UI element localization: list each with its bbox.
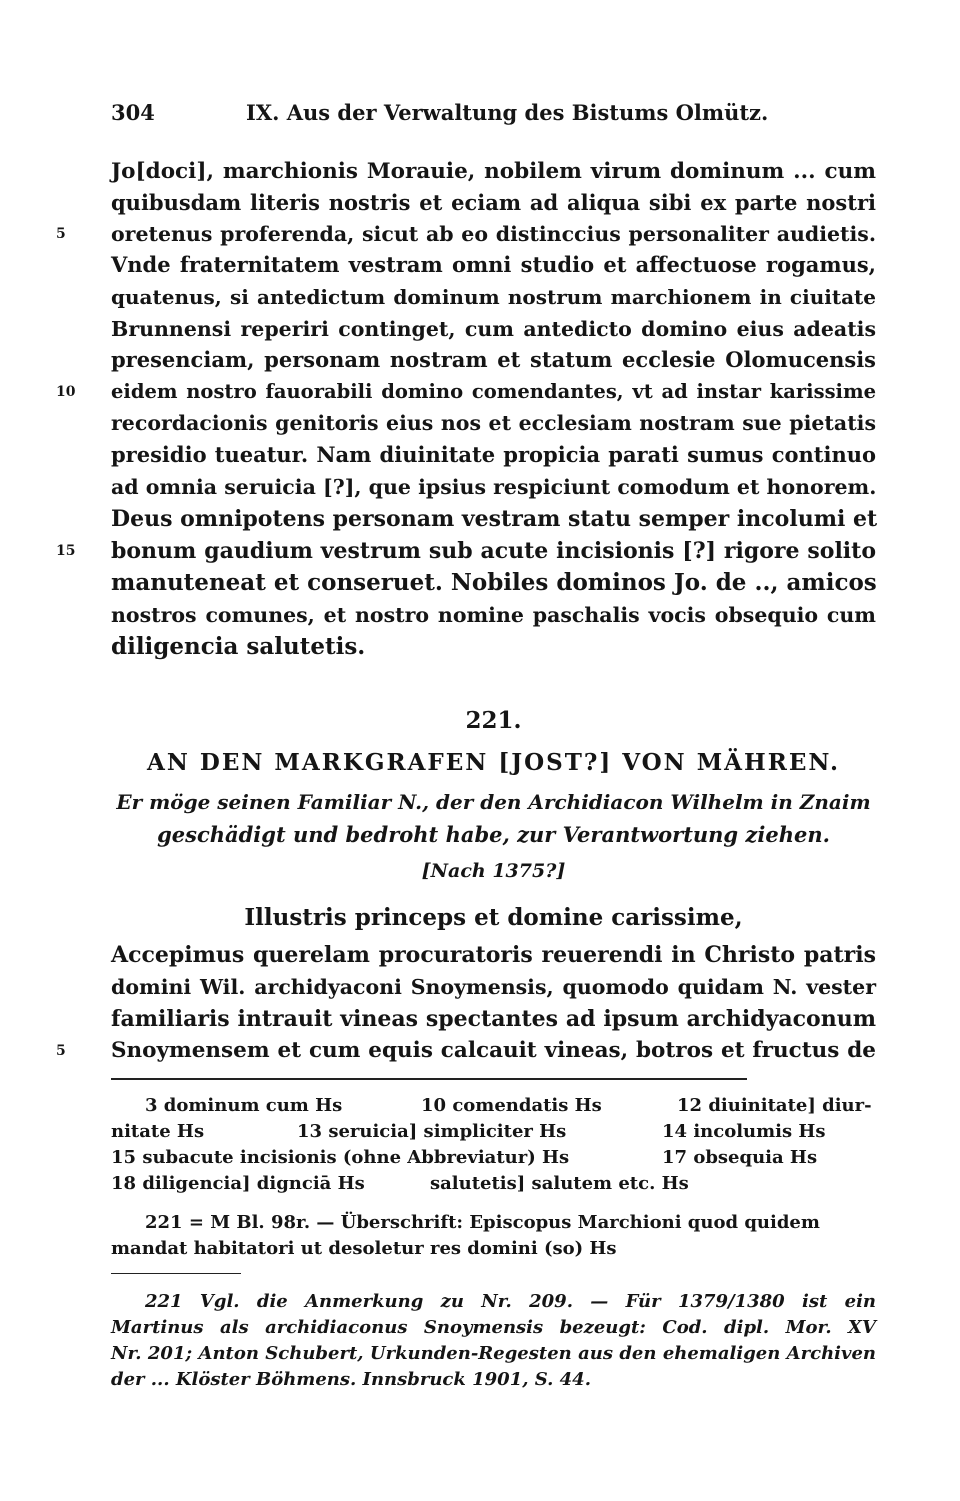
body-line: quatenus, si antedictum dominum nostrum marchionem in ciuitate	[111, 285, 876, 309]
apparatus-entry: salutetis] salutem etc. Hs	[430, 1173, 689, 1194]
apparatus-entry: 13 seruicia] simpliciter Hs	[297, 1121, 567, 1142]
document-title: AN DEN MARKGRAFEN [JOST?] VON MÄHREN.	[147, 749, 840, 776]
body-line: nostros comunes, et nostro nomine paschalis vocis obsequio cum	[111, 603, 876, 627]
apparatus-entry: 17 obsequia Hs	[662, 1147, 818, 1168]
page-number: 304	[111, 100, 155, 125]
apparatus-note: mandat habitatori ut desoletur res domini (so) Hs	[111, 1238, 617, 1259]
line-number: 15	[56, 543, 76, 559]
apparatus-entry: 3 dominum cum Hs	[145, 1095, 343, 1116]
body-line: oretenus proferenda, sicut ab eo distinccius personaliter audietis.	[111, 222, 876, 246]
apparatus-entry: 18 diligencia] dignciā Hs	[111, 1173, 365, 1194]
document-date: [Nach 1375?]	[421, 860, 566, 882]
apparatus-entry: 12 diuinitate] diur-	[677, 1095, 872, 1116]
body-line: ad omnia seruicia [?], que ipsius respiciunt comodum et honorem.	[111, 475, 877, 499]
body-line: manuteneat et conseruet. Nobiles dominos Jo. de .., amicos	[111, 569, 877, 596]
body-line: Jo[doci], marchionis Morauie, nobilem virum dominum ... cum	[111, 159, 876, 184]
body-line: Deus omnipotens personam vestram statu semper incolumi et	[111, 506, 878, 532]
commentary-line: Martinus als archidiaconus Snoymensis bezeugt: Cod. dipl. Mor. XV	[111, 1317, 876, 1338]
body-line: Brunnensi reperiri continget, cum antedicto domino eius adeatis	[111, 317, 876, 341]
footnote-rule	[111, 1078, 747, 1080]
regest-line: geschädigt und bedroht habe, zur Verantwortung ziehen.	[157, 822, 830, 847]
line-number: 10	[56, 384, 76, 400]
commentary-line: der ... Klöster Böhmens. Innsbruck 1901, S. 44.	[111, 1369, 591, 1390]
apparatus-entry: 14 incolumis Hs	[662, 1121, 826, 1142]
body-line: presenciam, personam nostram et statum ecclesie Olomucensis	[111, 347, 876, 372]
commentary-line: 221 Vgl. die Anmerkung zu Nr. 209. — Für 1379/1380 ist ein	[145, 1291, 876, 1312]
commentary-line: Nr. 201; Anton Schubert, Urkunden-Regesten aus den ehemaligen Archiven	[111, 1343, 876, 1364]
body-line: quibusdam literis nostris et eciam ad aliqua sibi ex parte nostri	[111, 190, 876, 215]
apparatus-entry: nitate Hs	[111, 1121, 205, 1142]
running-title: IX. Aus der Verwaltung des Bistums Olmütz.	[246, 100, 769, 125]
line-number: 5	[56, 1043, 66, 1059]
document-line: Snoymensem et cum equis calcauit vineas, botros et fructus de	[111, 1038, 876, 1063]
document-number: 221.	[465, 707, 522, 734]
commentary-rule	[111, 1273, 241, 1274]
body-line: bonum gaudium vestrum sub acute incisionis [?] rigore solito	[111, 538, 876, 564]
regest-line: Er möge seinen Familiar N., der den Archidiacon Wilhelm in Znaim	[116, 790, 871, 814]
apparatus-entry: 10 comendatis Hs	[421, 1095, 602, 1116]
apparatus-entry: 15 subacute incisionis (ohne Abbreviatur) Hs	[111, 1147, 570, 1168]
document-line: Accepimus querelam procuratoris reuerendi in Christo patris	[111, 942, 876, 968]
body-line: Vnde fraternitatem vestram omni studio et affectuose rogamus,	[111, 252, 876, 277]
document-line: familiaris intrauit vineas spectantes ad ipsum archidyaconum	[111, 1006, 876, 1032]
document-line: domini Wil. archidyaconi Snoymensis, quomodo quidam N. vester	[111, 975, 876, 999]
salutation: Illustris princeps et domine carissime,	[244, 904, 743, 931]
body-line: diligencia salutetis.	[111, 633, 366, 660]
body-line: presidio tueatur. Nam diuinitate propicia parati sumus continuo	[111, 442, 876, 467]
body-line: eidem nostro fauorabili domino comendantes, vt ad instar karissime	[111, 380, 876, 403]
line-number: 5	[56, 226, 66, 242]
body-line: recordacionis genitoris eius nos et ecclesiam nostram sue pietatis	[111, 411, 876, 435]
apparatus-note: 221 = M Bl. 98r. — Überschrift: Episcopus Marchioni quod quidem	[145, 1212, 820, 1233]
